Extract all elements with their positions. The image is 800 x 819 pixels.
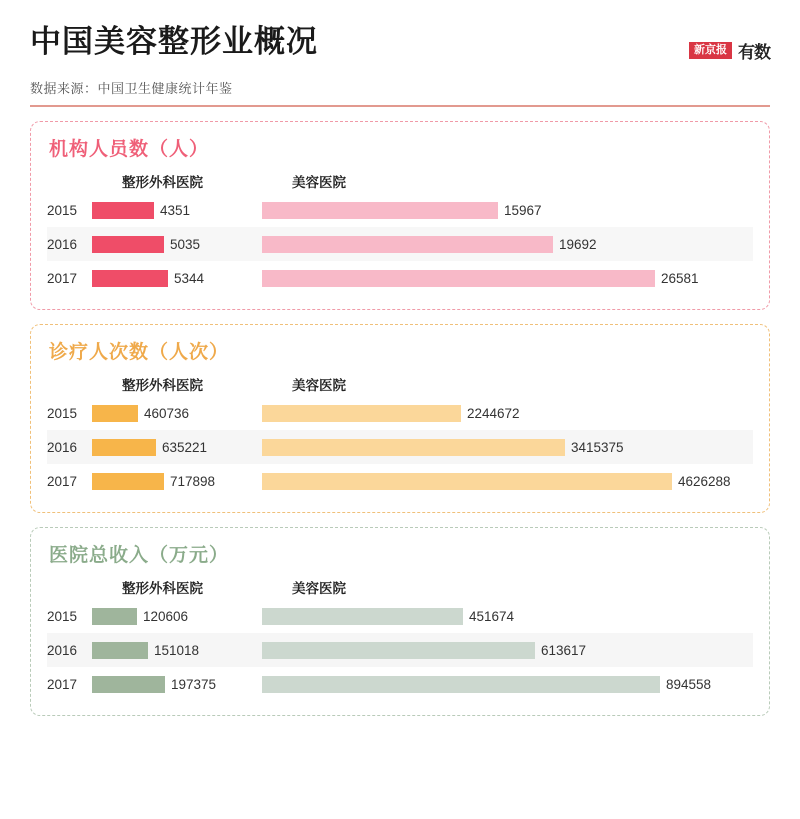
column-headers [47, 372, 753, 396]
row-year: 2015 [47, 608, 78, 624]
bar-group-a [92, 642, 262, 659]
section-visits-count [30, 324, 770, 513]
bar-group-a [92, 236, 262, 253]
row-year: 2016 [47, 642, 78, 658]
bar-group-b [262, 676, 753, 693]
section-title: 诊疗人次数（人次） [49, 342, 230, 364]
table-row [47, 261, 753, 295]
row-year: 2017 [47, 270, 78, 286]
value-plastic-surgery: 5035 [170, 236, 201, 252]
page-title: 中国美容整形业概况 [30, 24, 318, 59]
bar-group-a [92, 405, 262, 422]
bar-group-a [92, 270, 262, 287]
data-source-label: 数据来源：中国卫生健康统计年鉴 [30, 81, 233, 97]
row-year: 2017 [47, 473, 78, 489]
value-beauty-hospital: 4626288 [678, 473, 731, 489]
bar-plastic-surgery [92, 270, 168, 287]
publisher-logo [689, 38, 770, 63]
row-year: 2016 [47, 439, 78, 455]
column-header-plastic-surgery: 整形外科医院 [122, 378, 203, 394]
table-row [47, 464, 753, 498]
bar-group-a [92, 202, 262, 219]
bar-group-b [262, 439, 753, 456]
bar-plastic-surgery [92, 642, 148, 659]
bar-group-b [262, 608, 753, 625]
value-plastic-surgery: 460736 [144, 405, 190, 421]
bar-beauty-hospital [262, 439, 565, 456]
table-row [47, 599, 753, 633]
row-year: 2017 [47, 676, 78, 692]
row-year: 2015 [47, 405, 78, 421]
bar-group-b [262, 202, 753, 219]
bar-group-b [262, 236, 753, 253]
bar-beauty-hospital [262, 608, 463, 625]
value-beauty-hospital: 26581 [661, 270, 699, 286]
bar-group-b [262, 405, 753, 422]
value-plastic-surgery: 5344 [174, 270, 205, 286]
value-plastic-surgery: 635221 [162, 439, 208, 455]
bar-beauty-hospital [262, 270, 655, 287]
column-header-plastic-surgery: 整形外科医院 [122, 581, 203, 597]
row-year: 2016 [47, 236, 78, 252]
row-year: 2015 [47, 202, 78, 218]
bar-beauty-hospital [262, 405, 461, 422]
bar-plastic-surgery [92, 202, 154, 219]
bar-group-b [262, 642, 753, 659]
bar-beauty-hospital [262, 236, 553, 253]
value-plastic-surgery: 120606 [143, 608, 189, 624]
header-divider [30, 105, 770, 107]
section-staff-count [30, 121, 770, 310]
bar-plastic-surgery [92, 236, 164, 253]
column-header-beauty-hospital: 美容医院 [292, 378, 346, 394]
bar-beauty-hospital [262, 202, 498, 219]
value-beauty-hospital: 19692 [559, 236, 597, 252]
logo-wordmark: 有数 [738, 43, 770, 62]
header [30, 0, 770, 107]
table-row [47, 193, 753, 227]
table-row [47, 430, 753, 464]
column-header-beauty-hospital: 美容医院 [292, 581, 346, 597]
bar-plastic-surgery [92, 608, 137, 625]
value-beauty-hospital: 894558 [666, 676, 712, 692]
table-row [47, 396, 753, 430]
bar-plastic-surgery [92, 439, 156, 456]
bar-plastic-surgery [92, 405, 138, 422]
column-headers [47, 575, 753, 599]
bar-group-a [92, 676, 262, 693]
column-header-beauty-hospital: 美容医院 [292, 175, 346, 191]
value-plastic-surgery: 717898 [170, 473, 216, 489]
bar-group-a [92, 473, 262, 490]
column-headers [47, 169, 753, 193]
bar-beauty-hospital [262, 642, 535, 659]
value-plastic-surgery: 4351 [160, 202, 191, 218]
section-title: 医院总收入（万元） [49, 545, 230, 567]
bar-beauty-hospital [262, 676, 660, 693]
bar-beauty-hospital [262, 473, 672, 490]
bar-group-b [262, 270, 753, 287]
section-total-revenue [30, 527, 770, 716]
bar-group-a [92, 608, 262, 625]
table-row [47, 633, 753, 667]
value-beauty-hospital: 613617 [541, 642, 587, 658]
value-beauty-hospital: 451674 [469, 608, 515, 624]
value-plastic-surgery: 197375 [171, 676, 217, 692]
logo-badge: 新京报 [689, 42, 732, 59]
section-title: 机构人员数（人） [49, 139, 210, 161]
value-beauty-hospital: 3415375 [571, 439, 624, 455]
value-beauty-hospital: 2244672 [467, 405, 520, 421]
table-row [47, 667, 753, 701]
bar-plastic-surgery [92, 473, 164, 490]
table-row [47, 227, 753, 261]
bar-plastic-surgery [92, 676, 165, 693]
value-plastic-surgery: 151018 [154, 642, 200, 658]
column-header-plastic-surgery: 整形外科医院 [122, 175, 203, 191]
bar-group-b [262, 473, 753, 490]
value-beauty-hospital: 15967 [504, 202, 542, 218]
bar-group-a [92, 439, 262, 456]
